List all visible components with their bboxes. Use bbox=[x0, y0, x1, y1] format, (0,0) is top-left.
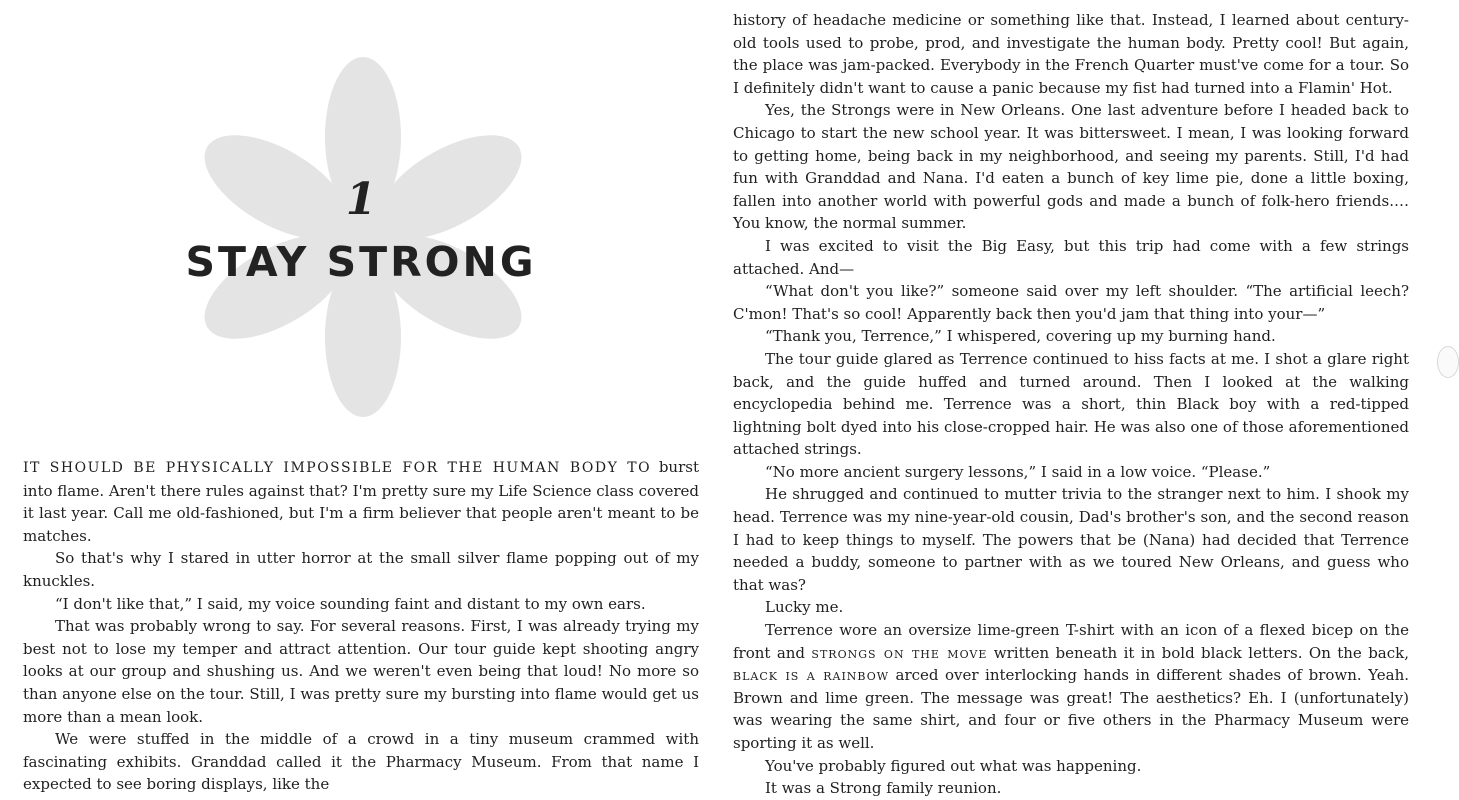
opening-rest: burst into flame. Aren't there rules against that? I'm pretty sure my Life Science class covered it last year. Call me old-fashioned, but I'm a firm believer that people aren't meant to be matches. bbox=[23, 458, 699, 545]
chapter-number: 1 bbox=[345, 174, 377, 225]
paragraph: I was excited to visit the Big Easy, but this trip had come with a few strings attached. And— bbox=[733, 236, 1409, 278]
paragraph: So that's why I stared in utter horror at the small silver flame popping out of my knuckles. bbox=[23, 549, 699, 590]
paragraph: “No more ancient surgery lessons,” I said in a low voice. “Please.” bbox=[765, 462, 1271, 481]
right-text-clip bbox=[733, 0, 1409, 798]
paragraph: He shrugged and continued to mutter trivia to the stranger next to him. I shook my head. Terrence was my nine-year-old cousin, Dad's brother's son, and the second reason I had to keep things to myself. The powers that be (Nana) had decided that Terrence needed a buddy, someone to partner with as we toured New Orleans, and guess who that was? bbox=[733, 485, 1409, 594]
left-text-clip bbox=[23, 0, 699, 794]
opening-paragraph bbox=[23, 456, 699, 547]
text-run: written beneath it in bold black letters. On the back, bbox=[987, 643, 1409, 662]
paragraph: That was probably wrong to say. For several reasons. First, I was already trying my best not to lose my temper and attract attention. Our tour guide kept shooting angry looks at our group and shushing us. And we weren't even being that loud! No more so than anyone else on the tour. Still, I was pretty sure my bursting into flame would get us more than a mean look. bbox=[23, 617, 699, 726]
paragraph: history of headache medicine or something like that. Instead, I learned about century-old tools used to probe, prod, and investigate the human body. Pretty cool! But again, the place was jam-packed. Everybody in the French Quarter must've come for a tour. So I definitely didn't want to cause a panic because my fist had turned into a Flamin' Hot. bbox=[733, 11, 1409, 97]
text-run: Terrence wore an oversize lime-green T-shirt with an icon of a flexed bicep on the front and bbox=[733, 621, 1409, 662]
right-page bbox=[733, 0, 1409, 798]
text-run: arced over interlocking hands in different shades of brown. Yeah. Brown and lime green. The message was great! The aesthetics? Eh. I (unfortunately) was wearing the same shirt, and four or five others in the Pharmacy Museum were sporting it as well. bbox=[733, 666, 1409, 752]
paragraph: “Thank you, Terrence,” I whispered, covering up my burning hand. bbox=[765, 327, 1276, 346]
right-body-text bbox=[733, 9, 1409, 800]
shirt-back-slogan: black is a rainbow bbox=[733, 666, 890, 685]
paragraph: The tour guide glared as Terrence continued to hiss facts at me. I shot a glare right back, and the guide huffed and turned around. Then I looked at the walking encyclopedia behind me. Terrence was a short, thin Black boy with a red-tipped lightning bolt dyed into his close-cropped hair. He was also one of those aforementioned attached strings. bbox=[733, 349, 1409, 459]
paragraph: Yes, the Strongs were in New Orleans. One last adventure before I headed back to Chicago to start the new school year. It was bittersweet. I mean, I was looking forward to getting home, being back in my neighborhood, and seeing my parents. Still, I'd had fun with Granddad and Nana. I'd eaten a bunch of key lime pie, done a little boxing, fallen into another world with powerful gods and made a bunch of folk-hero friends.… You know, the normal summer. bbox=[733, 101, 1409, 233]
left-page bbox=[23, 0, 699, 794]
paragraph: Lucky me. bbox=[765, 598, 844, 617]
shirt-front-slogan: strongs on the move bbox=[811, 643, 988, 662]
chapter-title: STAY STRONG bbox=[185, 238, 537, 286]
left-body-text bbox=[23, 456, 699, 796]
paragraph: “What don't you like?” someone said over my left shoulder. “The artificial leech? C'mon! That's so cool! Apparently back then you'd jam that thing into your—” bbox=[733, 282, 1409, 323]
opening-small-caps: IT SHOULD BE PHYSICALLY IMPOSSIBLE FOR THE HUMAN BODY TO bbox=[23, 460, 652, 476]
next-page-handle[interactable] bbox=[1437, 346, 1459, 378]
paragraph: We were stuffed in the middle of a crowd in a tiny museum crammed with fascinating exhibits. Granddad called it the Pharmacy Museum. From that name I expected to see boring displays, like the bbox=[23, 730, 699, 794]
paragraph: You've probably figured out what was happening. bbox=[765, 756, 1142, 775]
paragraph: It was a Strong family reunion. bbox=[765, 779, 1002, 798]
paragraph bbox=[733, 619, 1409, 755]
paragraph: “I don't like that,” I said, my voice sounding faint and distant to my own ears. bbox=[55, 594, 646, 613]
